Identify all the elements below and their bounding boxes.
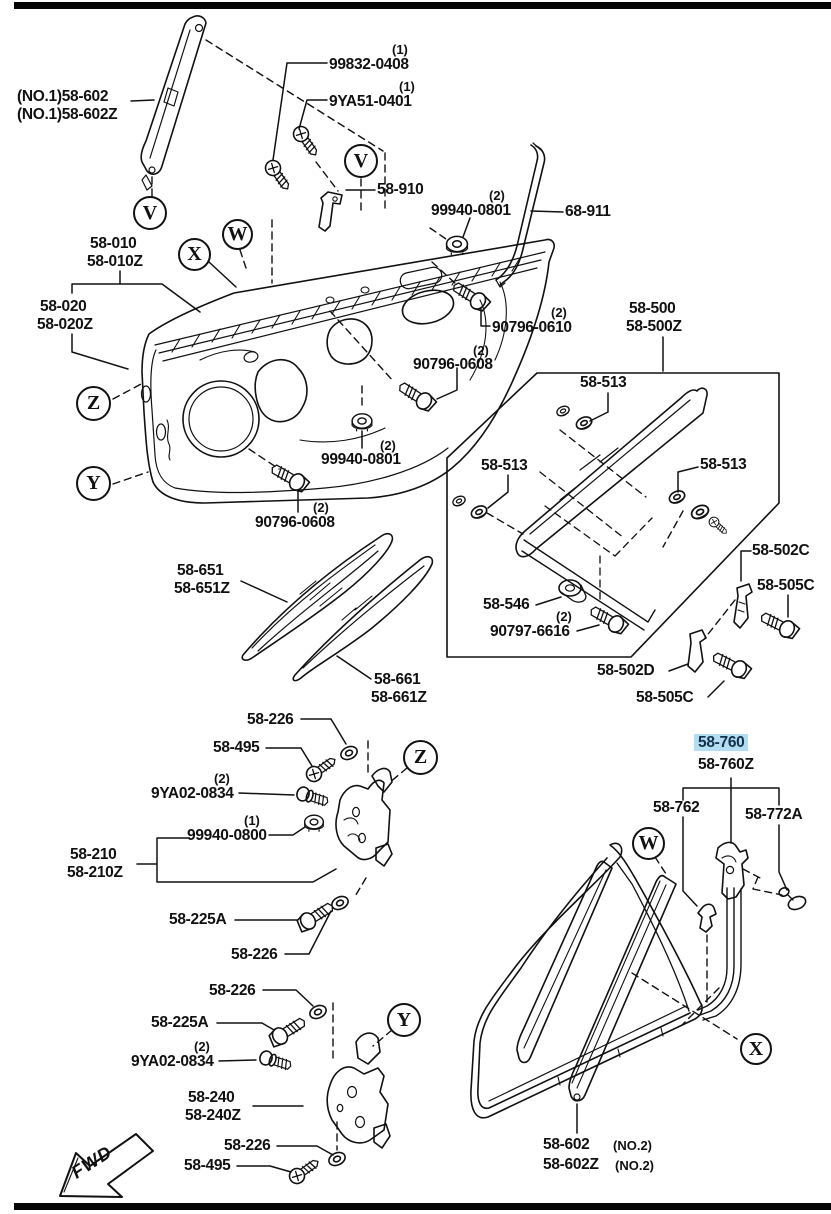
screw-9ya51-0401 bbox=[291, 124, 322, 160]
part-label-58-602z-no2: 58-602Z bbox=[543, 1156, 599, 1173]
part-label-58-500z: 58-500Z bbox=[626, 318, 682, 335]
part-label-90796-0608-upper: 90796-0608 bbox=[413, 356, 493, 373]
window-regulator-box-58-500 bbox=[447, 373, 779, 657]
bolt-90796-0610 bbox=[449, 278, 491, 314]
part-label-58-760-highlighted: 58-760 bbox=[694, 734, 748, 751]
qty-99940-0800: (1) bbox=[244, 813, 260, 828]
part-label-99832-0408: 99832-0408 bbox=[329, 56, 409, 73]
part-label-58-602-no1: (NO.1)58-602 bbox=[17, 88, 109, 105]
callout-z-hinge: Z bbox=[403, 740, 438, 775]
part-label-58-513-left: 58-513 bbox=[481, 457, 528, 474]
callout-v-top: V bbox=[344, 144, 378, 178]
part-label-58-226-d: 58-226 bbox=[224, 1137, 271, 1154]
part-label-90797-6616: 90797-6616 bbox=[490, 623, 570, 640]
part-label-58-210z: 58-210Z bbox=[67, 864, 123, 881]
part-label-58-495-a: 58-495 bbox=[213, 739, 260, 756]
part-label-58-651z: 58-651Z bbox=[174, 580, 230, 597]
part-label-9ya02-0834-a: 9YA02-0834 bbox=[151, 785, 234, 802]
part-label-58-661: 58-661 bbox=[374, 671, 421, 688]
part-label-58-020z: 58-020Z bbox=[37, 316, 93, 333]
part-label-58-240: 58-240 bbox=[188, 1089, 235, 1106]
qty-9ya02-0834-a: (2) bbox=[214, 771, 230, 786]
clip-58-502c bbox=[734, 584, 752, 628]
part-label-68-911: 68-911 bbox=[565, 203, 611, 220]
part-label-58-546: 58-546 bbox=[483, 596, 530, 613]
part-label-58-502c: 58-502C bbox=[752, 542, 810, 559]
part-label-90796-0610: 90796-0610 bbox=[492, 319, 572, 336]
callout-v-left: V bbox=[133, 196, 167, 230]
qty-99832-0408: (1) bbox=[392, 42, 408, 57]
fwd-direction-label: FWD bbox=[67, 1141, 116, 1183]
callout-y-hinge: Y bbox=[387, 1003, 421, 1037]
part-label-58-225a-b: 58-225A bbox=[151, 1014, 209, 1031]
callout-z-door: Z bbox=[76, 386, 111, 421]
part-label-58-602z-no1: (NO.1)58-602Z bbox=[17, 106, 118, 123]
part-label-58-010z: 58-010Z bbox=[87, 253, 143, 270]
part-label-58-505c-lower: 58-505C bbox=[636, 689, 694, 706]
nut-99940-0801-top bbox=[447, 236, 468, 254]
qty-no2-a: (NO.2) bbox=[613, 1138, 652, 1153]
nut-99940-0801-mid bbox=[352, 414, 372, 431]
part-label-90796-0608-lower: 90796-0608 bbox=[255, 514, 335, 531]
qty-no2-b: (NO.2) bbox=[615, 1158, 654, 1173]
qty-90796-0610: (2) bbox=[551, 305, 567, 320]
leader-lines bbox=[72, 63, 788, 1172]
part-label-58-513-top: 58-513 bbox=[580, 374, 627, 391]
part-label-99940-0801-top: 99940-0801 bbox=[431, 202, 511, 219]
callout-y-door: Y bbox=[76, 466, 111, 501]
part-label-99940-0800: 99940-0800 bbox=[187, 827, 267, 844]
callout-w-door: W bbox=[222, 219, 253, 250]
part-label-58-661z: 58-661Z bbox=[371, 689, 427, 706]
part-label-58-502d: 58-502D bbox=[597, 662, 655, 679]
part-label-99940-0801-mid: 99940-0801 bbox=[321, 451, 401, 468]
part-label-58-505c-upper: 58-505C bbox=[757, 577, 815, 594]
qty-9ya02-0834-b: (2) bbox=[194, 1039, 210, 1054]
part-label-58-226-b: 58-226 bbox=[231, 946, 278, 963]
glass-58-661 bbox=[293, 557, 432, 681]
part-label-58-602-no2: 58-602 bbox=[543, 1136, 590, 1153]
qty-9ya51-0401: (1) bbox=[399, 79, 415, 94]
part-label-58-910: 58-910 bbox=[377, 181, 424, 198]
part-label-58-020: 58-020 bbox=[40, 298, 87, 315]
callout-x-seal: X bbox=[740, 1033, 772, 1065]
qty-99940-0801-top: (2) bbox=[489, 188, 505, 203]
part-label-9ya51-0401: 9YA51-0401 bbox=[329, 93, 412, 110]
qty-99940-0801-mid: (2) bbox=[380, 438, 396, 453]
part-label-58-010: 58-010 bbox=[90, 235, 137, 252]
part-label-58-226-a: 58-226 bbox=[247, 711, 294, 728]
hinge-58-210 bbox=[294, 744, 392, 934]
part-label-58-513-right: 58-513 bbox=[700, 456, 747, 473]
bolt-90796-0608-upper bbox=[395, 378, 437, 414]
callout-x-door: X bbox=[178, 238, 211, 271]
door-opening-seal-group bbox=[471, 842, 808, 1117]
part-label-58-495-b: 58-495 bbox=[184, 1157, 231, 1174]
part-label-58-210: 58-210 bbox=[70, 846, 117, 863]
part-label-58-500: 58-500 bbox=[629, 300, 676, 317]
bracket-58-502d bbox=[688, 630, 706, 672]
part-label-58-651: 58-651 bbox=[177, 562, 224, 579]
part-label-58-760z: 58-760Z bbox=[698, 756, 754, 773]
part-label-58-226-c: 58-226 bbox=[209, 982, 256, 999]
part-label-58-225a-a: 58-225A bbox=[169, 911, 227, 928]
screw-99832-0408 bbox=[263, 158, 294, 194]
part-label-58-240z: 58-240Z bbox=[185, 1107, 241, 1124]
pillar-strip-58-602-no1 bbox=[141, 16, 206, 190]
qty-90796-0608-lower: (2) bbox=[313, 500, 329, 515]
hinge-58-240 bbox=[258, 1003, 390, 1186]
screw-58-505c-lower bbox=[710, 648, 753, 681]
qty-90796-0608-upper: (2) bbox=[473, 343, 489, 358]
bracket-58-910 bbox=[319, 192, 342, 231]
callout-w-seal: W bbox=[632, 827, 665, 860]
part-label-58-772a: 58-772A bbox=[745, 806, 803, 823]
part-label-9ya02-0834-b: 9YA02-0834 bbox=[131, 1053, 214, 1070]
part-label-58-762: 58-762 bbox=[653, 799, 700, 816]
glass-58-651 bbox=[242, 534, 392, 660]
qty-90797-6616: (2) bbox=[556, 609, 572, 624]
screw-58-505c-upper bbox=[758, 608, 801, 641]
